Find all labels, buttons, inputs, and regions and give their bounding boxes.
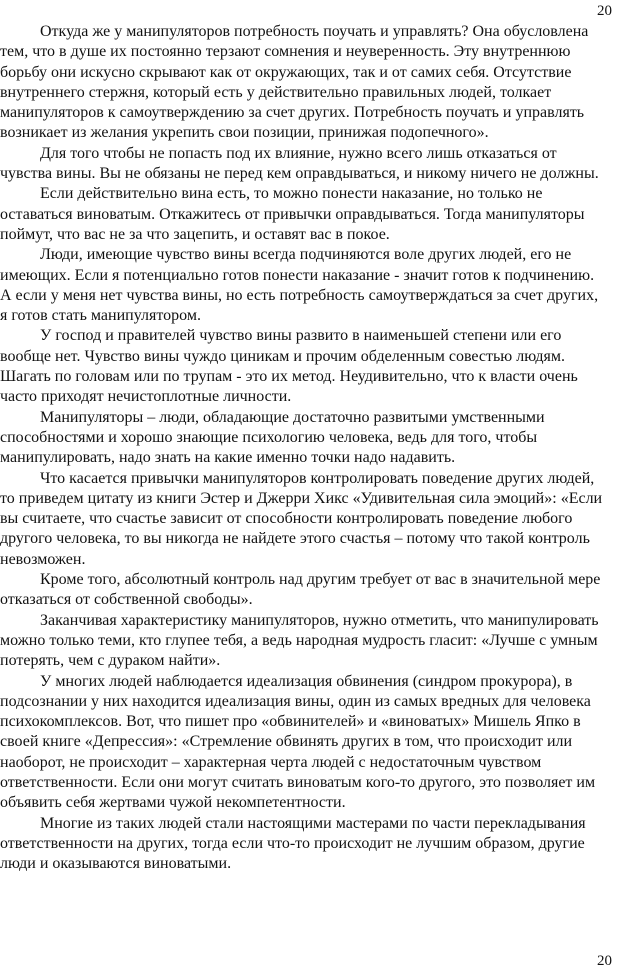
paragraph: Многие из таких людей стали настоящими мастерами по части перекладывания ответственности на других, тогда если что-то происходит не лучшим образом, другие люди и оказываются виноватыми. <box>0 814 586 873</box>
paragraph: Люди, имеющие чувство вины всегда подчиняются воле других людей, его не имеющих. Если я потенциально готов понести наказание - значит готов к подчинению. А если у меня нет чувства вины, но есть потребность самоутверждаться за счет других, я готов стать манипулятором. <box>0 246 599 325</box>
paragraph: Кроме того, абсолютный контроль над другим требует от вас в значительной мере отказаться от собственной свободы». <box>0 571 601 609</box>
paragraph: У многих людей наблюдается идеализация обвинения (синдром прокурора), в подсознании у них находится идеализация вины, один из самых вредных для человека психокомплексов. Вот, что пишет про «обвинителей» и «виноватых» Мишель Япко в своей книге «Депрессия»: «Стремление обвинять других в том, что происходит или наоборот, не происходит – характерная черта людей с недостаточным чувством ответственности. Если они могут считать виноватым кого-то другого, это позволяет им объявить себя жертвами чужой некомпетентности. <box>0 672 596 812</box>
paragraph: У господ и правителей чувство вины развито в наименьшей степени или его вообще нет. Чувство вины чуждо циникам и прочим обделенным совестью людям. Шагать по головам или по трупам - это их метод. Неудивительно, что к власти очень часто приходят нечистоплотные личности. <box>0 327 578 406</box>
paragraph: Для того чтобы не попасть под их влияние, нужно всего лишь отказаться от чувства вины. Вы не обязаны не перед кем оправдываться, и никому ничего не должны. <box>0 144 599 183</box>
body-text <box>0 22 604 874</box>
paragraph: Если действительно вина есть, то можно понести наказание, но только не оставаться виноватым. Откажитесь от привычки оправдываться. Тогда манипуляторы поймут, что вас не за что зацепить, и оставят вас в покое. <box>0 185 585 243</box>
paragraph: Что касается привычки манипуляторов контролировать поведение других людей, то приведем цитату из книги Эстер и Джерри Хикс «Удивительная сила эмоций»: «Если вы считаете, что счастье зависит от способности контролировать поведение любого другого человека, то вы никогда не найдете этого счастья – потому что такой контроль невозможен. <box>0 469 603 568</box>
page-number-bottom: 20 <box>597 953 612 969</box>
paragraph: Заканчивая характеристику манипуляторов, нужно отметить, что манипулировать можно только теми, кто глупее тебя, а ведь народная мудрость гласит: «Лучше с умным потерять, чем с дураком найти». <box>0 611 599 670</box>
paragraph: Манипуляторы – люди, обладающие достаточно развитыми умственными способностями и хорошо знающие психологию человека, ведь для того, чтобы манипулировать, надо знать на какие именно точки надо надавить. <box>0 408 545 467</box>
paragraph: Откуда же у манипуляторов потребность поучать и управлять? Она обусловлена тем, что в душе их постоянно терзают сомнения и неуверенность. Эту внутреннюю борьбу они искусно скрывают как от окружающих, так и от самих себя. Отсутствие внутреннего стержня, который есть у действительно правильных людей, толкает манипуляторов к самоутверждению за счет других. Потребность поучать и управлять возникает из желания укрепить свои позиции, принижая подопечного». <box>0 23 589 142</box>
page-number-top: 20 <box>597 3 612 19</box>
